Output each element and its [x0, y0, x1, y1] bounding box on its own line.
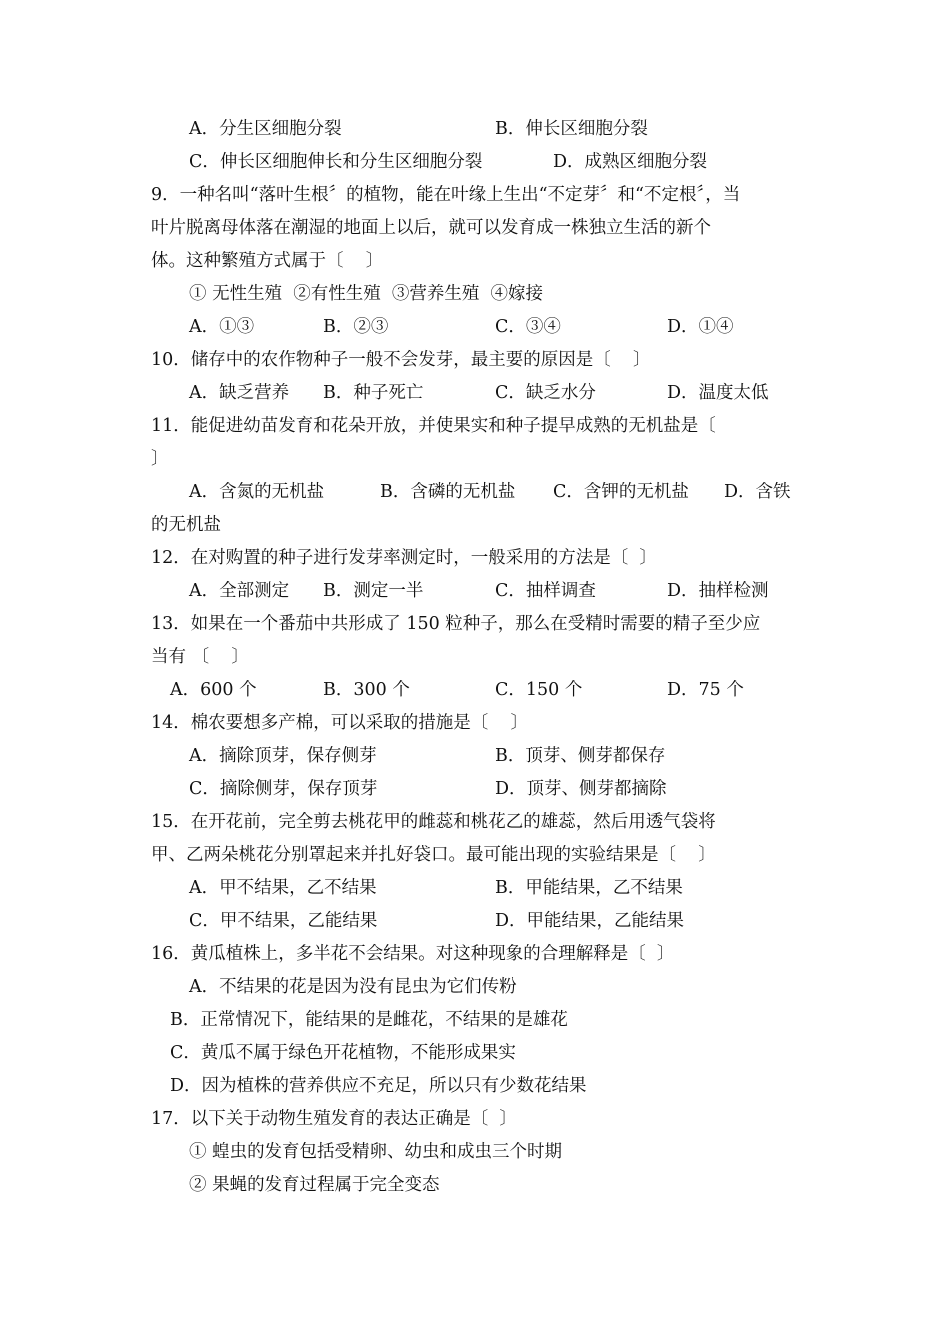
q15-option-c: C．甲不结果，乙能结果 [189, 911, 378, 931]
q11-option-c: C．含钾的无机盐 [553, 482, 689, 502]
q9-stem-line3: 体。这种繁殖方式属于〔 〕 [151, 251, 384, 271]
q11-option-b: B．含磷的无机盐 [380, 482, 516, 502]
q14-option-d: D．顶芽、侧芽都摘除 [495, 779, 667, 799]
q14-option-c: C．摘除侧芽，保存顶芽 [189, 779, 378, 799]
q14-stem: 14．棉农要想多产棉，可以采取的措施是〔 〕 [151, 713, 529, 733]
q15-option-d: D．甲能结果，乙能结果 [495, 911, 685, 931]
q9-stem-line2: 叶片脱离母体落在潮湿的地面上以后，就可以发育成一株独立生活的新个 [151, 218, 711, 238]
q13-stem-line1: 13．如果在一个番茄中共形成了 150 粒种子，那么在受精时需要的精子至少应 [151, 614, 761, 634]
q13-stem-line2: 当有 〔 〕 [151, 647, 249, 667]
q12-option-c: C．抽样调查 [495, 581, 596, 601]
q17-item-1: ① 蝗虫的发育包括受精卵、幼虫和成虫三个时期 [189, 1142, 563, 1162]
q13-option-b: B．300 个 [323, 680, 410, 700]
q11-option-d-continued: 的无机盐 [151, 515, 221, 535]
q10-option-d: D．温度太低 [667, 383, 769, 403]
q12-option-b: B．测定一半 [323, 581, 424, 601]
q9-option-b: B．②③ [323, 317, 389, 337]
q9-option-d: D．①④ [667, 317, 734, 337]
q10-option-b: B．种子死亡 [323, 383, 424, 403]
q16-option-a: A．不结果的花是因为没有昆虫为它们传粉 [189, 977, 517, 997]
q12-option-a: A．全部测定 [189, 581, 290, 601]
q8-option-a: A．分生区细胞分裂 [189, 119, 342, 139]
q14-option-a: A．摘除顶芽，保存侧芽 [189, 746, 377, 766]
q9-items: ① 无性生殖 ②有性生殖 ③营养生殖 ④嫁接 [189, 284, 543, 304]
q14-option-b: B．顶芽、侧芽都保存 [495, 746, 666, 766]
q13-option-a: A．600 个 [170, 680, 257, 700]
q11-option-d: D．含铁 [724, 482, 791, 502]
q15-option-b: B．甲能结果，乙不结果 [495, 878, 683, 898]
q15-stem-line2: 甲、乙两朵桃花分别罩起来并扎好袋口。最可能出现的实验结果是〔 〕 [151, 845, 716, 865]
q16-option-b: B．正常情况下，能结果的是雌花，不结果的是雄花 [170, 1010, 568, 1030]
q15-stem-line1: 15．在开花前，完全剪去桃花甲的雌蕊和桃花乙的雄蕊，然后用透气袋将 [151, 812, 716, 832]
q11-stem-line1: 11．能促进幼苗发育和花朵开放，并使果实和种子提早成熟的无机盐是〔 [151, 416, 716, 436]
q9-option-a: A．①③ [189, 317, 255, 337]
q9-option-c: C．③④ [495, 317, 561, 337]
q16-stem: 16．黄瓜植株上，多半花不会结果。对这种现象的合理解释是〔 〕 [151, 944, 675, 964]
q12-stem: 12．在对购置的种子进行发芽率测定时，一般采用的方法是〔 〕 [151, 548, 657, 568]
q8-option-d: D．成熟区细胞分裂 [553, 152, 708, 172]
q12-option-d: D．抽样检测 [667, 581, 769, 601]
q8-option-b: B．伸长区细胞分裂 [495, 119, 648, 139]
q17-item-2: ② 果蝇的发育过程属于完全变态 [189, 1175, 440, 1195]
q11-option-a: A．含氮的无机盐 [189, 482, 325, 502]
q13-option-c: C．150 个 [495, 680, 583, 700]
q17-stem: 17．以下关于动物生殖发育的表达正确是〔 〕 [151, 1109, 517, 1129]
q16-option-d: D．因为植株的营养供应不充足，所以只有少数花结果 [170, 1076, 587, 1096]
q9-stem-line1: 9．一种名叫“落叶生根〞的植物，能在叶缘上生出“不定芽〞和“不定根〞，当 [151, 185, 741, 205]
q11-stem-line2: 〕 [151, 449, 169, 469]
q13-option-d: D．75 个 [667, 680, 744, 700]
q10-option-c: C．缺乏水分 [495, 383, 596, 403]
q10-option-a: A．缺乏营养 [189, 383, 290, 403]
q8-option-c: C．伸长区细胞伸长和分生区细胞分裂 [189, 152, 483, 172]
q15-option-a: A．甲不结果，乙不结果 [189, 878, 377, 898]
q16-option-c: C．黄瓜不属于绿色开花植物，不能形成果实 [170, 1043, 516, 1063]
q10-stem: 10．储存中的农作物种子一般不会发芽，最主要的原因是〔 〕 [151, 350, 651, 370]
